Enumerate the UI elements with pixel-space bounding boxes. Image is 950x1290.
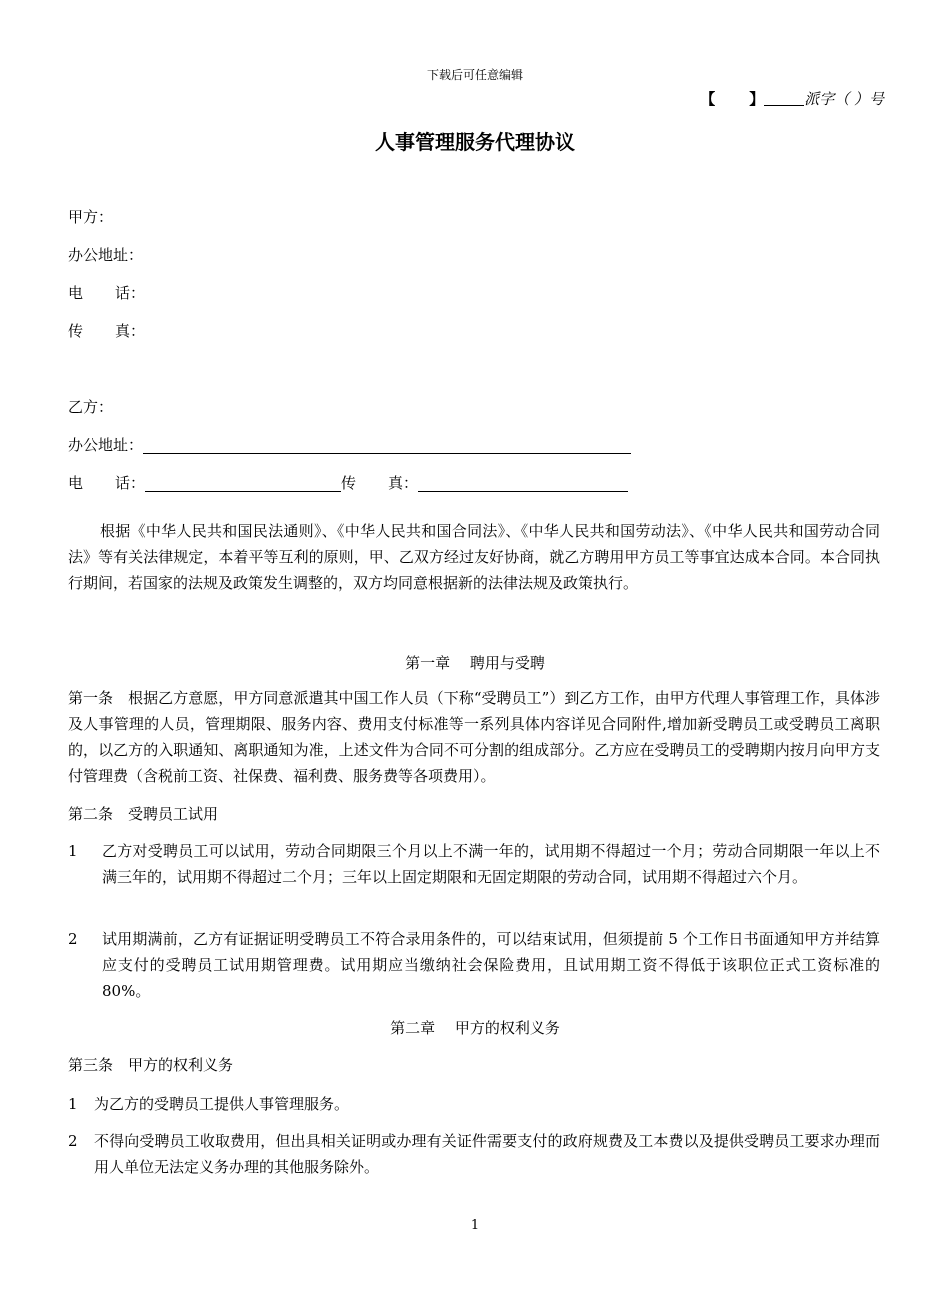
party-b-phone-label-2: 话： [115, 474, 146, 492]
document-number [700, 88, 884, 109]
party-b-address-field[interactable] [143, 437, 631, 454]
article-2-item-number: 2 [68, 930, 78, 948]
doc-number-bracket-open: 【 [700, 90, 716, 108]
article-3-title: 第三条 甲方的权利义务 [68, 1056, 234, 1074]
doc-number-bracket-close: 】 [749, 90, 765, 108]
article-2-item-text: 试用期满前，乙方有证据证明受聘员工不符合录用条件的，可以结束试用，但须提前 5 个工作日书面通知甲方并结算应支付的受聘员工试用期管理费。试用期应当缴纳社会保险费用，且试用期工资不得低于该职位正式工资标准的 80%。 [102, 930, 880, 1000]
party-b-phone-label-1: 电 [68, 474, 84, 492]
party-b-fax-field[interactable] [418, 475, 628, 492]
party-a-fax-label-1: 传 [68, 322, 84, 340]
doc-number-suffix: 派字（ ）号 [804, 90, 884, 108]
party-b-fax-label-1: 传 [341, 474, 357, 492]
party-a-fax-label [68, 320, 145, 341]
party-a-phone-label-1: 电 [68, 284, 84, 302]
article-3-item-text: 为乙方的受聘员工提供人事管理服务。 [94, 1095, 350, 1113]
party-b-address-row [68, 434, 631, 455]
article-2-item-text: 乙方对受聘员工可以试用，劳动合同期限三个月以上不满一年的，试用期不得超过一个月；劳动合同期限一年以上不满三年的，试用期不得超过二个月；三年以上固定期限和无固定期限的劳动合同，试用期不得超过六个月。 [102, 842, 880, 886]
party-b-fax-label-2: 真： [388, 474, 419, 492]
party-a-name-label: 甲方： [68, 208, 114, 226]
party-a-phone-label-2: 话： [115, 284, 146, 302]
party-a-phone-label [68, 282, 145, 303]
party-b-address-label: 办公地址： [68, 436, 144, 454]
article-3-item [68, 1128, 880, 1180]
party-b-name-label: 乙方： [68, 398, 114, 416]
article-3-item [68, 1091, 880, 1117]
doc-number-blank [764, 91, 804, 106]
article-3-item-number: 1 [68, 1095, 78, 1113]
article-2-item-number: 1 [68, 842, 78, 860]
party-b-phone-field[interactable] [145, 475, 341, 492]
article-2-item [68, 926, 880, 1004]
party-b-contact-row [68, 472, 628, 493]
article-3-item-number: 2 [68, 1132, 78, 1150]
article-3-item-text: 不得向受聘员工收取费用，但出具相关证明或办理有关证件需要支付的政府规费及工本费以及提供受聘员工要求办理而用人单位无法定义务办理的其他服务除外。 [94, 1132, 880, 1176]
chapter-1-heading: 第一章 聘用与受聘 [405, 654, 545, 672]
article-2-title: 第二条 受聘员工试用 [68, 805, 219, 823]
preamble-paragraph: 根据《中华人民共和国民法通则》、《中华人民共和国合同法》、《中华人民共和国劳动法》、《中华人民共和国劳动合同法》等有关法律规定，本着平等互利的原则，甲、乙双方经过友好协商，就乙方聘用甲方员工等事宜达成本合同。本合同执行期间，若国家的法规及政策发生调整的，双方均同意根据新的法律法规及政策执行。 [68, 522, 880, 592]
party-a-fax-label-2: 真： [115, 322, 146, 340]
article-2-item [68, 838, 880, 890]
page-number: 1 [470, 1218, 480, 1233]
party-a-address-label: 办公地址： [68, 246, 144, 264]
article-1: 第一条 根据乙方意愿，甲方同意派遣其中国工作人员（下称“受聘员工”）到乙方工作，由甲方代理人事管理工作，具体涉及人事管理的人员，管理期限、服务内容、费用支付标准等一系列具体内容详见合同附件,增加新受聘员工或受聘员工离职的，以乙方的入职通知、离职通知为准，上述文件为合同不可分割的组成部分。乙方应在受聘员工的受聘期内按月向甲方支付管理费（含税前工资、社保费、福利费、服务费等各项费用）。 [68, 689, 880, 785]
header-note: 下载后可任意编辑 [426, 68, 523, 82]
chapter-2-heading: 第二章 甲方的权利义务 [390, 1019, 560, 1037]
page-title: 人事管理服务代理协议 [375, 130, 575, 154]
